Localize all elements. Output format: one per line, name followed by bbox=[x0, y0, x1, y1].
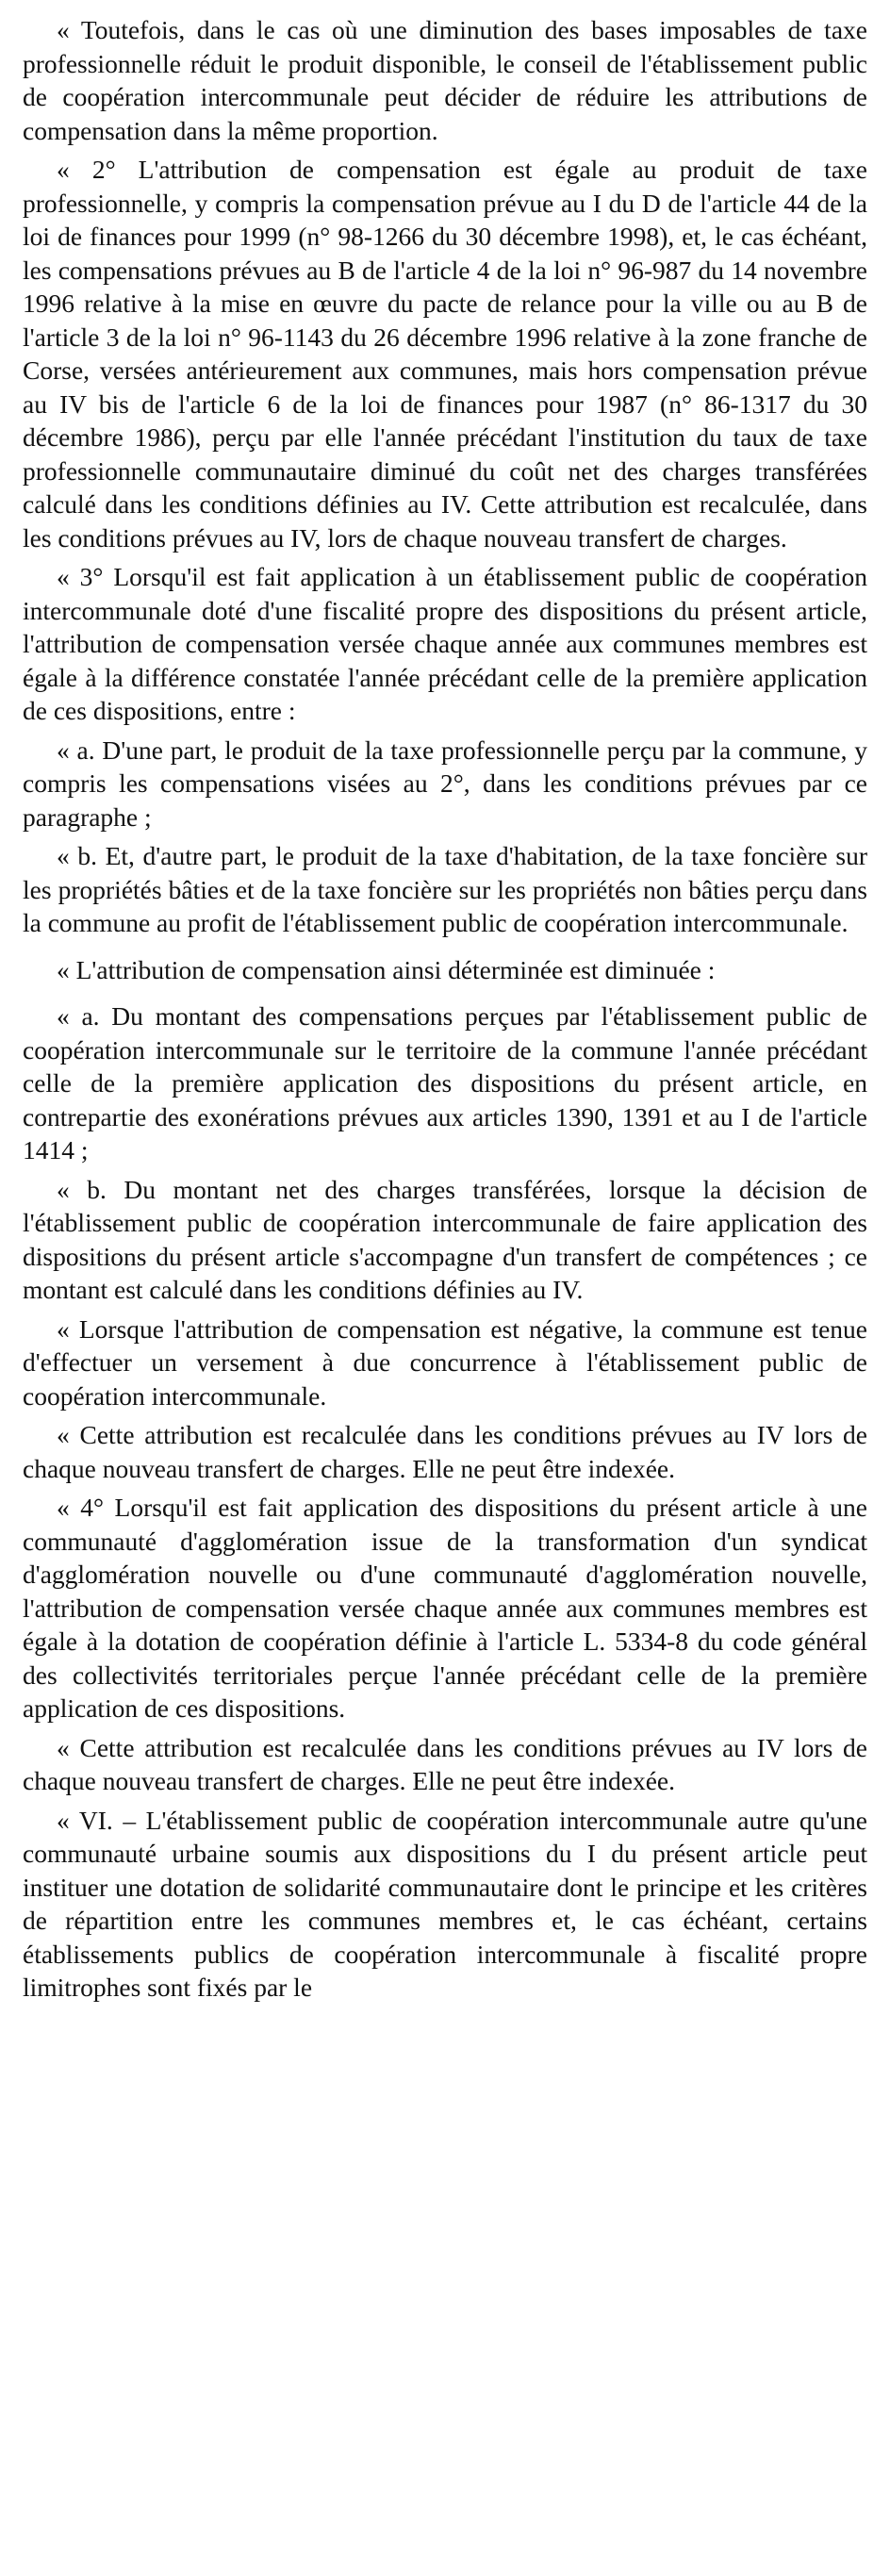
paragraph-b-charges: « b. Du montant net des charges transférées, lorsque la décision de l'établissement public de coopération intercommunale de faire application des dispositions du présent article s'accompagne d'un transfert de compétences ; ce montant est calculé dans les conditions définies au IV. bbox=[23, 1174, 867, 1304]
paragraph-a-compensations: « a. Du montant des compensations perçues par l'établissement public de coopération intercommunale sur le territoire de la commune l'année précédant celle de la première application des dispositions du présent article, en contrepartie des exonérations prévues aux articles 1390, 1391 et au I de l'article 1414 ; bbox=[23, 1001, 867, 1164]
paragraph-2-attribution: « 2° L'attribution de compensation est égale au produit de taxe professionnelle, y compris la compensation prévue au I du D de l'article 44 de la loi de finances pour 1999 (n° 98-1266 du 30 décembre 1998), et, le cas échéant, les compensations prévues au B de l'article 4 de la loi n° 96-987 du 14 novembre 1996 relative à la mise en œuvre du pacte de relance pour la ville ou au B de l'article 3 de la loi n° 96-1143 du 26 décembre 1996 relative à la zone franche de Corse, versées antérieurement aux communes, mais hors compensation prévue au IV bis de l'article 6 de la loi de finances pour 1987 (n° 86-1317 du 30 décembre 1986), perçu par elle l'année précédant l'institution du taux de taxe professionnelle communautaire diminué du coût net des charges transférées calculé dans les conditions définies au IV. Cette attribution est recalculée, dans les conditions prévues au IV, lors de chaque nouveau transfert de charges. bbox=[23, 155, 867, 553]
paragraph-toutefois: « Toutefois, dans le cas où une diminution des bases imposables de taxe professionnelle réduit le produit disponible, le conseil de l'établissement public de coopération intercommunale peut décider de réduire les attributions de compensation dans la même proportion. bbox=[23, 15, 867, 145]
paragraph-negative: « Lorsque l'attribution de compensation est négative, la commune est tenue d'effectuer un versement à due concurrence à l'établissement public de coopération intercommunale. bbox=[23, 1313, 867, 1411]
document-page bbox=[23, 13, 867, 2005]
paragraph-3-application: « 3° Lorsqu'il est fait application à un établissement public de coopération intercommunale doté d'une fiscalité propre des dispositions du présent article, l'attribution de compensation versée chaque année aux communes membres est égale à la différence constatée l'année précédant celle de la première application de ces dispositions, entre : bbox=[23, 562, 867, 725]
paragraph-a-taxe-professionnelle: « a. D'une part, le produit de la taxe professionnelle perçu par la commune, y compris les compensations visées au 2°, dans les conditions prévues par ce paragraphe ; bbox=[23, 735, 867, 832]
paragraph-recalculee-1: « Cette attribution est recalculée dans les conditions prévues au IV lors de chaque nouveau transfert de charges. Elle ne peut être indexée. bbox=[23, 1420, 867, 1483]
paragraph-4-agglomeration: « 4° Lorsqu'il est fait application des dispositions du présent article à une communauté d'agglomération issue de la transformation d'un syndicat d'agglomération nouvelle ou d'une communauté d'agglomération nouvelle, l'attribution de compensation versée chaque année aux communes membres est égale à la dotation de coopération définie à l'article L. 5334-8 du code général des collectivités territoriales perçue l'année précédant celle de la première application de ces dispositions. bbox=[23, 1493, 867, 1723]
paragraph-vi-solidarite: « VI. – L'établissement public de coopération intercommunale autre qu'une communauté urbaine soumis aux dispositions du I du présent article peut instituer une dotation de solidarité communautaire dont le principe et les critères de répartition entre les communes membres et, le cas échéant, certains établissements publics de coopération intercommunale à fiscalité propre limitrophes sont fixés par le bbox=[23, 1805, 867, 2002]
paragraph-recalculee-2: « Cette attribution est recalculée dans les conditions prévues au IV lors de chaque nouveau transfert de charges. Elle ne peut être indexée. bbox=[23, 1732, 867, 1795]
paragraph-diminuee: « L'attribution de compensation ainsi déterminée est diminuée : bbox=[57, 954, 716, 984]
paragraph-b-taxe-habitation: « b. Et, d'autre part, le produit de la taxe d'habitation, de la taxe foncière sur les propriétés bâties et de la taxe foncière sur les propriétés non bâties perçu dans la commune au profit de l'établissement public de coopération intercommunale. bbox=[23, 841, 867, 937]
